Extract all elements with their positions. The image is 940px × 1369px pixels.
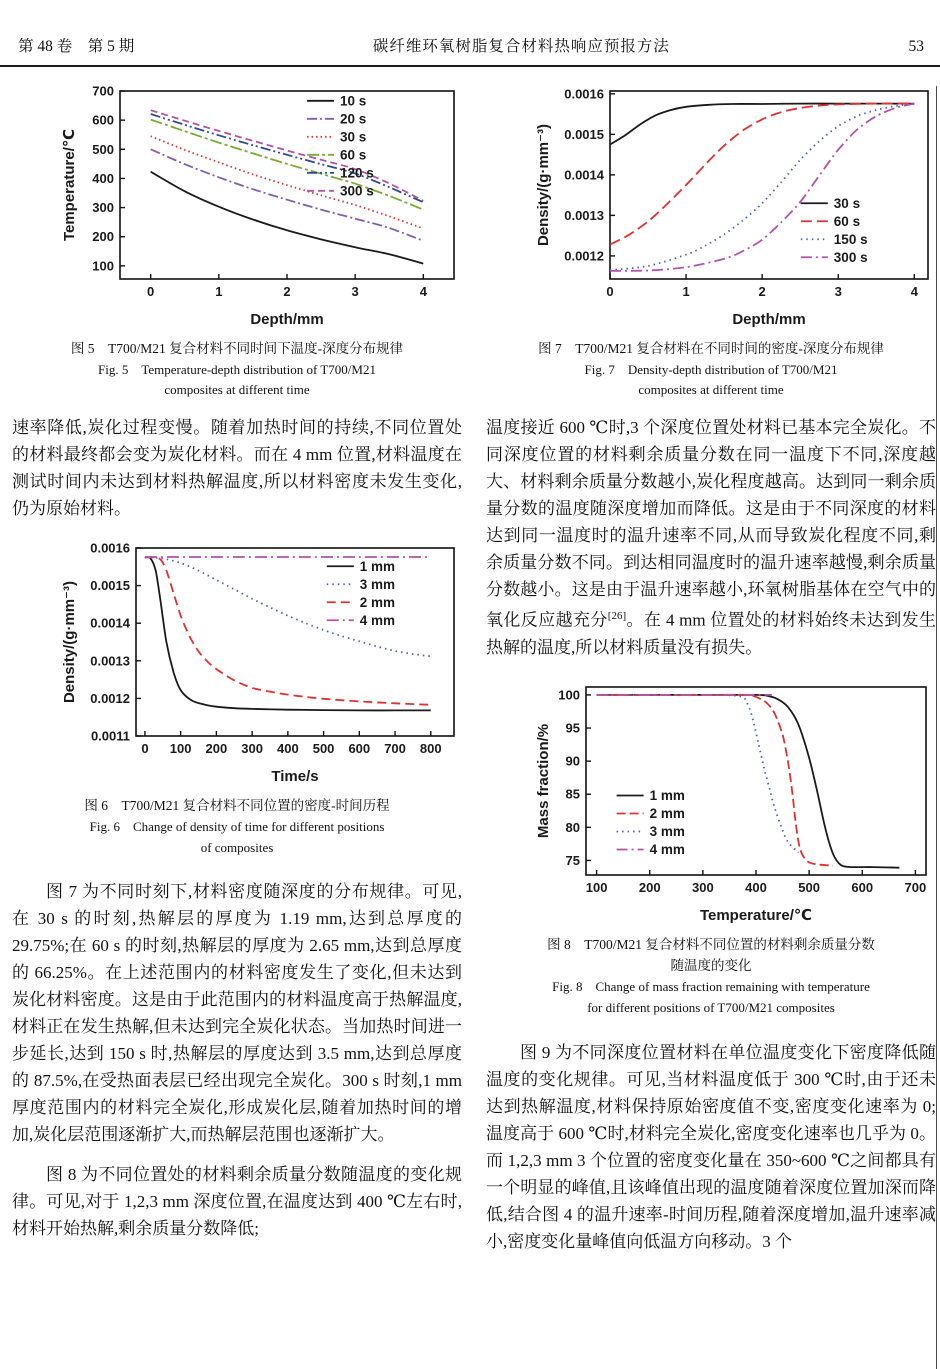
svg-text:120 s: 120 s (340, 165, 374, 181)
svg-text:400: 400 (92, 170, 114, 186)
svg-text:300: 300 (241, 741, 263, 757)
svg-text:400: 400 (277, 741, 299, 757)
svg-text:Depth/mm: Depth/mm (732, 311, 806, 328)
figure-5-caption-en-line1: Fig. 5 Temperature-depth distribution of T700/M21 (98, 361, 376, 377)
figure-6-caption-en-line1: Fig. 6 Change of density of time for different positions (89, 818, 385, 834)
figure-7-caption-en-line1: Fig. 7 Density-depth distribution of T700/M21 (584, 361, 838, 377)
svg-text:3 mm: 3 mm (359, 576, 396, 592)
svg-text:95: 95 (565, 720, 580, 736)
journal-volume-issue: 第 48 卷 第 5 期 (18, 38, 135, 55)
page-header (0, 0, 940, 67)
svg-text:500: 500 (312, 741, 335, 757)
page-edge-line (936, 86, 937, 1369)
svg-text:1 mm: 1 mm (359, 558, 396, 574)
svg-text:0: 0 (147, 284, 155, 299)
svg-text:1: 1 (215, 284, 223, 299)
svg-text:0.0015: 0.0015 (90, 578, 130, 594)
svg-text:2 mm: 2 mm (359, 594, 396, 610)
figure-5-chart (60, 81, 462, 336)
svg-text:90: 90 (565, 753, 580, 769)
svg-text:700: 700 (384, 741, 406, 757)
figure-6-chart (60, 538, 462, 793)
svg-text:600: 600 (92, 112, 114, 128)
svg-text:3: 3 (834, 284, 842, 299)
svg-text:0: 0 (141, 741, 149, 757)
svg-text:2: 2 (283, 284, 291, 299)
svg-text:60 s: 60 s (340, 147, 367, 163)
svg-text:Mass fraction/%: Mass fraction/% (535, 723, 552, 838)
svg-text:100: 100 (169, 741, 192, 757)
svg-text:4: 4 (419, 284, 427, 299)
figure-7-chart (534, 81, 936, 336)
svg-text:300 s: 300 s (833, 249, 868, 265)
svg-text:0.0013: 0.0013 (90, 653, 130, 669)
svg-text:0.0012: 0.0012 (90, 691, 130, 707)
svg-text:300 s: 300 s (340, 183, 374, 199)
figure-7-caption-en-line2: composites at different time (638, 382, 784, 398)
svg-text:100: 100 (92, 258, 114, 274)
svg-text:100: 100 (558, 687, 580, 703)
svg-text:0.0012: 0.0012 (564, 248, 604, 264)
figure-8-caption-en-line2: for different positions of T700/M21 composites (587, 999, 835, 1015)
left-column (12, 75, 462, 1255)
svg-text:30 s: 30 s (833, 195, 861, 211)
paragraph: 图 8 为不同位置处的材料剩余质量分数随温度的变化规律。可见,对于 1,2,3 mm 深度位置,在温度达到 400 ℃左右时,材料开始热解,剩余质量分数降低; (12, 1165, 462, 1239)
svg-text:200: 200 (205, 741, 228, 757)
svg-text:4 mm: 4 mm (649, 841, 685, 857)
svg-text:Density/(g·mm⁻³): Density/(g·mm⁻³) (535, 123, 552, 247)
svg-text:10 s: 10 s (340, 93, 367, 109)
right-column (486, 75, 936, 1255)
svg-text:0.0016: 0.0016 (564, 86, 604, 102)
svg-text:4 mm: 4 mm (359, 612, 396, 628)
svg-text:0: 0 (606, 284, 614, 299)
svg-text:1 mm: 1 mm (649, 787, 685, 803)
figure-5-caption-en-line2: composites at different time (164, 382, 310, 398)
paragraph: 图 9 为不同深度位置材料在单位温度变化下密度降低随温度的变化规律。可见,当材料温度低于 300 ℃时,由于还未达到热解温度,材料保持原始密度值不变,密度变化速率为 0;温度高于 600 ℃时,材料完全炭化,密度变化速率也几乎为 0。而 1,2,3 mm 3 个位置的密度变化量在 350~600 ℃之间都具有一个明显的峰值,且该峰值出现的温度随着深度位置加深而降低,结合图 4 的温升速率-时间历程,随着深度增加,温升速率减小,密度变化量峰值向低温方向移动。3 个 (486, 1042, 936, 1251)
two-column-body (0, 67, 940, 1255)
svg-text:200: 200 (638, 879, 661, 895)
svg-text:500: 500 (798, 879, 820, 895)
svg-text:80: 80 (565, 819, 580, 835)
paragraph: 图 7 为不同时刻下,材料密度随深度的分布规律。可见,在 30 s 的时刻,热解层的厚度为 1.19 mm,达到总厚度的 29.75%;在 60 s 的时刻,热解层的厚度为 2.65 mm,达到总厚度的 66.25%。在上述范围内的材料密度发生了变化,但未达到炭化材料密度。这是由于此范围内的材料温度高于热解温度,材料正在发生热解,但未达到完全炭化状态。当加热时间进一步延长,达到 150 s 时,热解层的厚度达到 3.5 mm,达到总厚度的 87.5%,在受热面表层已经出现完全炭化。300 s 时刻,1 mm 厚度范围内的材料完全炭化,形成炭化层,随着加热时间的增加,炭化层范围逐渐扩大,而热解层范围也逐渐扩大。 (12, 882, 462, 1145)
svg-text:Temperature/℃: Temperature/℃ (61, 128, 78, 242)
svg-text:800: 800 (419, 741, 442, 757)
svg-text:100: 100 (585, 879, 608, 895)
svg-text:2: 2 (758, 284, 766, 299)
svg-text:4: 4 (910, 284, 918, 299)
figure-6-caption-cn: 图 6 T700/M21 复合材料不同位置的密度-时间历程 (84, 798, 390, 814)
citation-ref: [26] (607, 610, 627, 623)
svg-text:0.0011: 0.0011 (90, 728, 130, 744)
figure-6-caption-en-line2: of composites (200, 839, 274, 855)
running-title: 碳纤维环氧树脂复合材料热响应预报方法 (372, 38, 670, 55)
svg-text:300: 300 (92, 200, 114, 216)
svg-text:700: 700 (92, 83, 114, 99)
figure-8-caption-cn-line2: 随温度的变化 (670, 958, 752, 974)
svg-text:600: 600 (348, 741, 371, 757)
figure-8-caption-en-line1: Fig. 8 Change of mass fraction remaining with temperature (552, 979, 870, 995)
figure-7-caption-cn: 图 7 T700/M21 复合材料在不同时间的密度-深度分布规律 (538, 341, 884, 356)
svg-text:85: 85 (565, 786, 580, 802)
svg-text:2 mm: 2 mm (649, 805, 685, 821)
svg-text:0.0013: 0.0013 (564, 207, 604, 223)
svg-text:200: 200 (92, 229, 114, 245)
figure-8-chart (534, 677, 936, 932)
svg-text:Temperature/℃: Temperature/℃ (699, 906, 813, 924)
svg-text:Density/(g·mm⁻³): Density/(g·mm⁻³) (61, 581, 78, 704)
svg-text:600: 600 (851, 879, 874, 895)
svg-text:0.0015: 0.0015 (564, 126, 604, 142)
svg-text:75: 75 (565, 852, 580, 868)
svg-text:0.0014: 0.0014 (564, 167, 604, 183)
figure-8-caption-cn-line1: 图 8 T700/M21 复合材料不同位置的材料剩余质量分数 (547, 936, 875, 952)
svg-text:150 s: 150 s (833, 231, 868, 247)
svg-text:0.0016: 0.0016 (90, 540, 130, 556)
svg-text:Depth/mm: Depth/mm (250, 311, 324, 328)
figure-5-caption-cn: 图 5 T700/M21 复合材料不同时间下温度-深度分布规律 (70, 341, 404, 356)
svg-text:500: 500 (92, 141, 114, 157)
svg-text:30 s: 30 s (340, 129, 367, 145)
paragraph: 温度接近 600 ℃时,3 个深度位置处材料已基本完全炭化。不同深度位置的材料剩余质量分数在同一温度下不同,深度越大、材料剩余质量分数越小,炭化程度越高。达到同一剩余质量分数的温度随深度增加而降低。这是由于不同深度的材料达到同一温度时的温升速率不同,从而导致炭化程度不同,剩余质量分数不同。到达相同温度时的温升速率越慢,剩余质量分数越小。这是由于温升速率越小,环氧树脂基体在空气中的氧化反应越充分[26]。在 4 mm 位置处的材料始终未达到发生热解的温度,所以材料质量没有损失。 (486, 418, 936, 657)
svg-text:1: 1 (682, 284, 690, 299)
svg-text:Time/s: Time/s (271, 768, 319, 786)
svg-text:300: 300 (692, 879, 714, 895)
svg-text:3: 3 (351, 284, 359, 299)
svg-text:20 s: 20 s (340, 111, 367, 127)
svg-text:60 s: 60 s (833, 213, 861, 229)
svg-text:3 mm: 3 mm (649, 823, 685, 839)
svg-text:700: 700 (904, 879, 927, 895)
svg-text:0.0014: 0.0014 (90, 615, 130, 631)
page-number: 53 (908, 38, 924, 55)
svg-text:400: 400 (745, 879, 767, 895)
paragraph: 速率降低,炭化过程变慢。随着加热时间的持续,不同位置处的材料最终都会变为炭化材料。而在 4 mm 位置,材料温度在测试时间内未达到材料热解温度,所以材料密度未发生变化,仍为原始材料。 (12, 418, 462, 519)
